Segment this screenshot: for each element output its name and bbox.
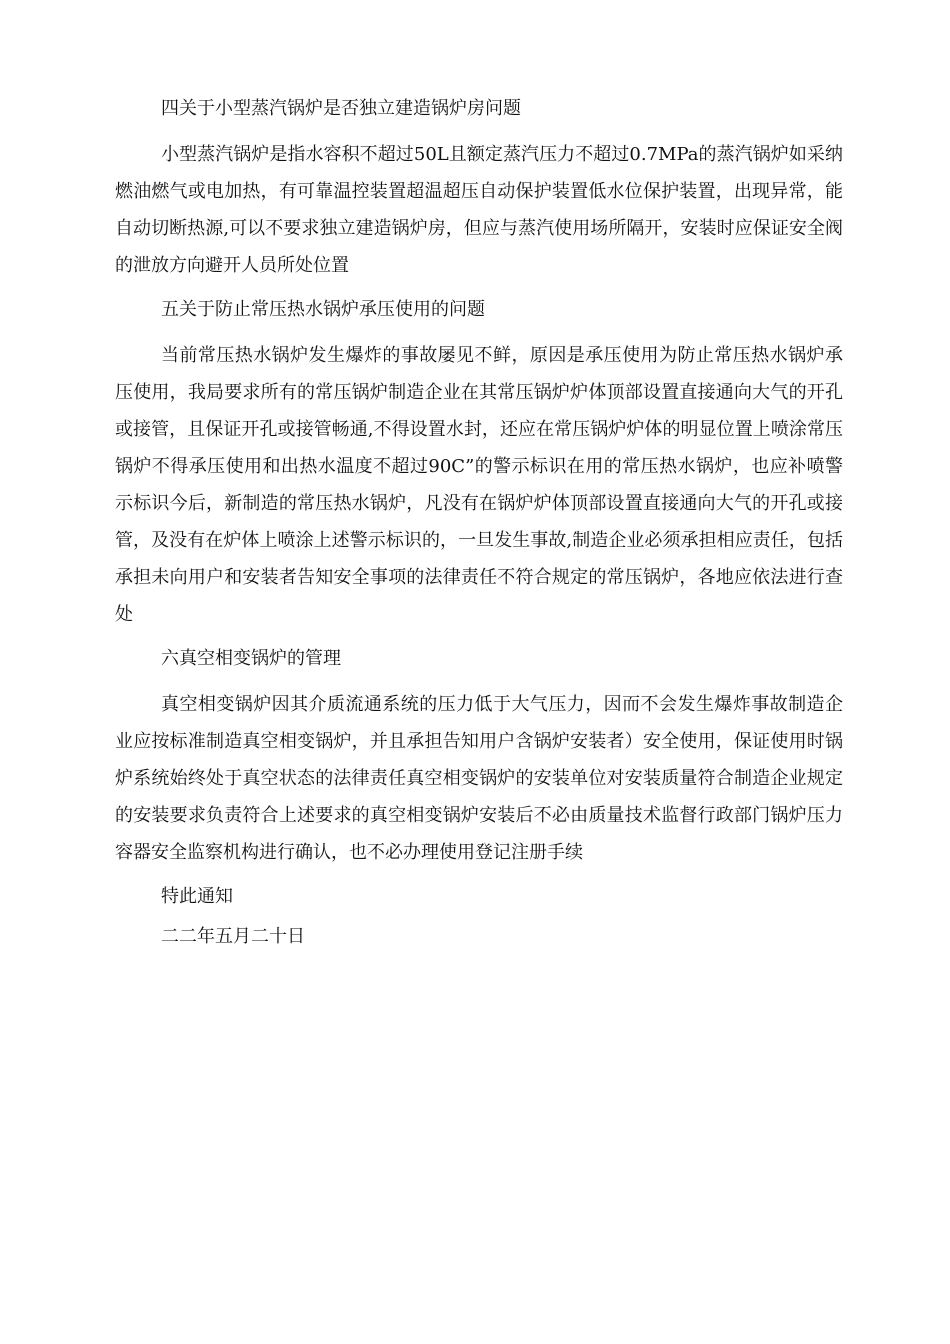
section-heading-5: 五关于防止常压热水锅炉承压使用的问题: [161, 299, 485, 320]
section-paragraph-4: 小型蒸汽锅炉是指水容积不超过50L且额定蒸汽压力不超过0.7MPa的蒸汽锅炉如采纳燃油燃气或电加热，有可靠温控装置超温超压自动保护装置低水位保护装置，出现异常，能自动切断热源,可以不要求独立建造锅炉房，但应与蒸汽使用场所隔开，安装时应保证安全阀的泄放方向避开人员所处位置: [115, 144, 843, 276]
closing-notice: 特此通知: [161, 886, 233, 907]
section-paragraph-6: 真空相变锅炉因其介质流通系统的压力低于大气压力，因而不会发生爆炸事故制造企业应按标准制造真空相变锅炉，并且承担告知用户含锅炉安装者）安全使用，保证使用时锅炉系统始终处于真空状态的法律责任真空相变锅炉的安装单位对安装质量符合制造企业规定的安装要求负责符合上述要求的真空相变锅炉安装后不必由质量技术监督行政部门锅炉压力容器安全监察机构进行确认，也不必办理使用登记注册手续: [115, 694, 843, 863]
document-body: [115, 90, 843, 958]
document-date: 二二年五月二十日: [161, 926, 305, 947]
section-paragraph-5: 当前常压热水锅炉发生爆炸的事故屡见不鲜，原因是承压使用为防止常压热水锅炉承压使用，我局要求所有的常压锅炉制造企业在其常压锅炉炉体顶部设置直接通向大气的开孔或接管，且保证开孔或接管畅通,不得设置水封，还应在常压锅炉炉体的明显位置上喷涂常压锅炉不得承压使用和出热水温度不超过90C”的警示标识在用的常压热水锅炉，也应补喷警示标识今后，新制造的常压热水锅炉，凡没有在锅炉炉体顶部设置直接通向大气的开孔或接管，及没有在炉体上喷涂上述警示标识的，一旦发生事故,制造企业必须承担相应责任，包括承担未向用户和安装者告知安全事项的法律责任不符合规定的常压锅炉，各地应依法进行查处: [115, 345, 843, 625]
section-heading-6: 六真空相变锅炉的管理: [161, 648, 341, 669]
section-heading-4: 四关于小型蒸汽锅炉是否独立建造锅炉房问题: [161, 98, 521, 119]
